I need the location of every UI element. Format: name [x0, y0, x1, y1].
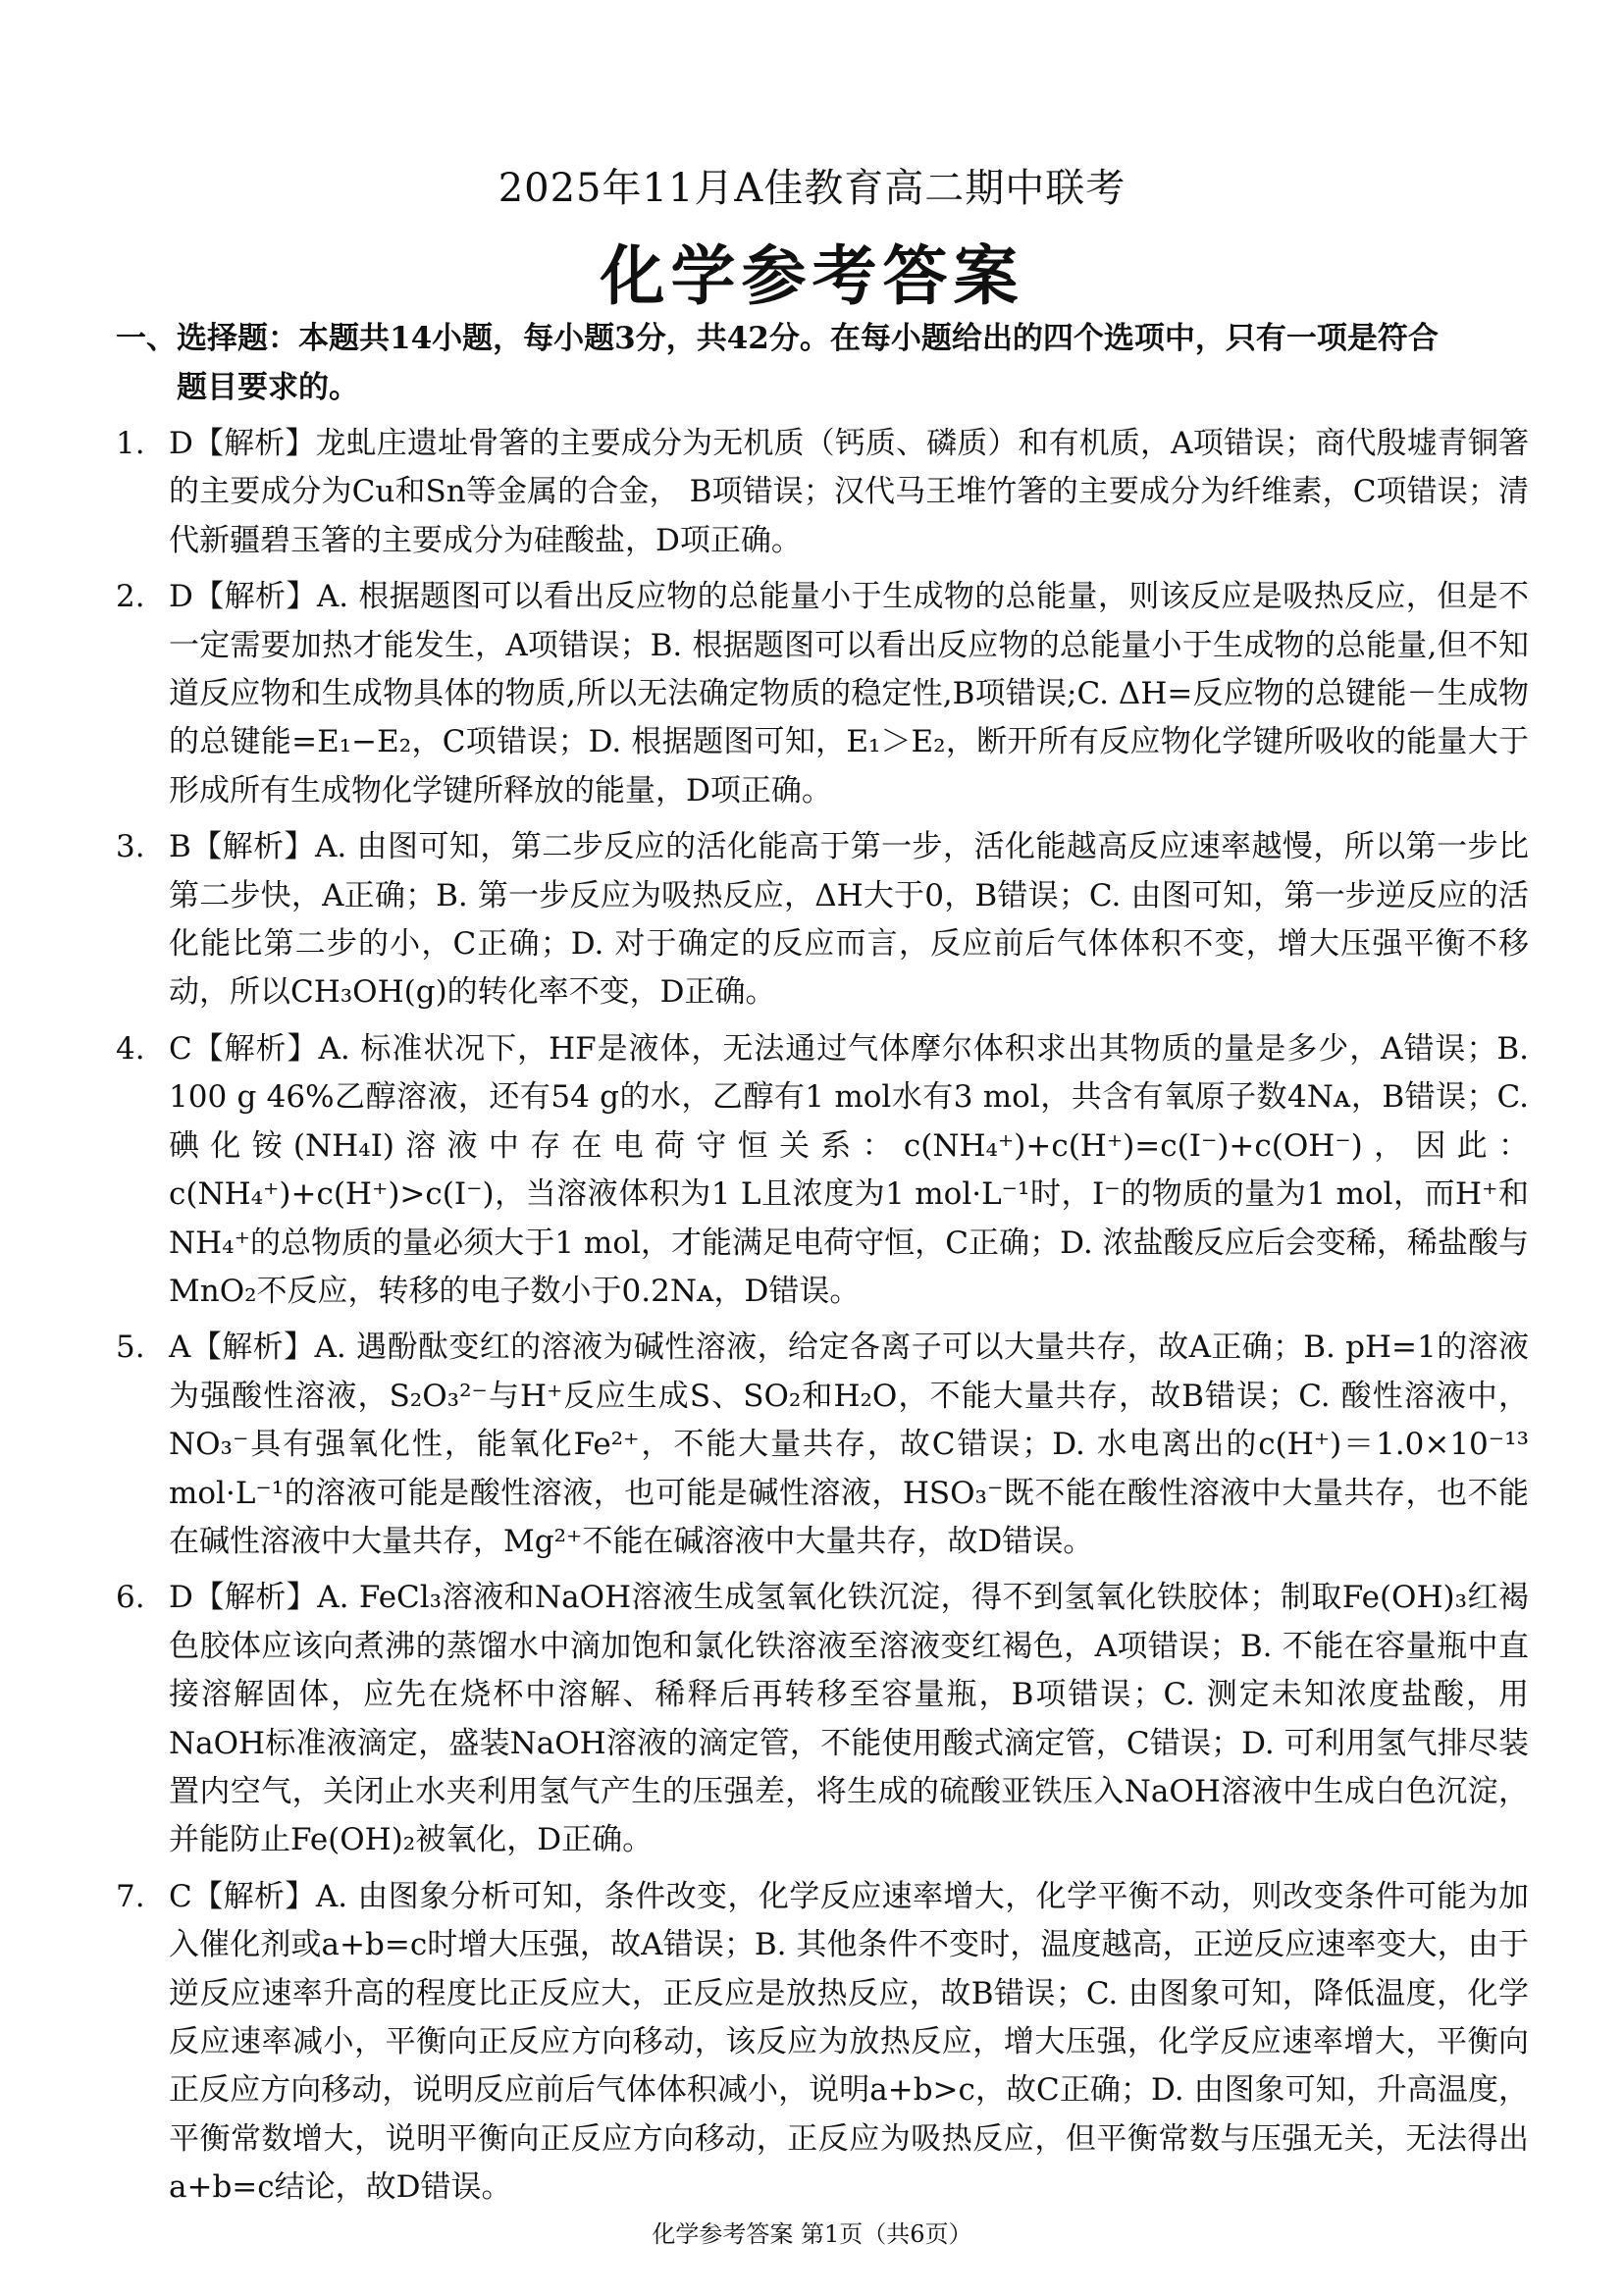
answer-number: 4. [116, 1030, 145, 1067]
answer-list [116, 420, 1529, 2220]
answer-item-3 [116, 823, 1529, 1017]
answer-choice: D【解析】 [169, 579, 317, 615]
answer-explanation: A. FeCl₃溶液和NaOH溶液生成氢氧化铁沉淀，得不到氢氧化铁胶体；制取Fe(OH)₃红褐色胶体应该向煮沸的蒸馏水中滴加饱和氯化铁溶液至溶液变红褐色，A项错误；B. 不能在容量瓶中直接溶解固体，应先在烧杯中溶解、稀释后再转移至容量瓶，B项错误；C. 测定未知浓度盐酸，用NaOH标准液滴定，盛装NaOH溶液的滴定管，不能使用酸式滴定管，C错误；D. 可利用氢气排尽装置内空气，关闭止水夹利用氢气产生的压强差，将生成的硫酸亚铁压入NaOH溶液中生成白色沉淀，并能防止Fe(OH)₂被氧化，D正确。 [169, 1580, 1529, 1858]
answer-item-7 [116, 1873, 1529, 2213]
section-heading-line1: 一、选择题：本题共14小题，每小题3分，共42分。在每小题给出的四个选项中，只有一项是符合 [116, 321, 1439, 356]
answer-number: 5. [116, 1330, 145, 1366]
answer-choice: A【解析】 [169, 1330, 315, 1366]
answer-number: 3. [116, 829, 145, 865]
answer-number: 1. [116, 426, 145, 461]
exam-subtitle: 2025年11月A佳教育高二期中联考 [498, 166, 1126, 211]
answer-item-5 [116, 1324, 1529, 1566]
page-footer: 化学参考答案 第1页（共6页） [652, 2220, 972, 2248]
answer-choice: D【解析】 [169, 1580, 318, 1616]
answer-number: 7. [116, 1878, 145, 1914]
answer-explanation: 龙虬庄遗址骨箸的主要成分为无机质（钙质、磷质）和有机质，A项错误；商代殷墟青铜箸的主要成分为Cu和Sn等金属的合金， B项错误；汉代马王堆竹箸的主要成分为纤维素，C项错误；清代新疆碧玉箸的主要成分为硅酸盐，D项正确。 [169, 426, 1529, 558]
answer-explanation: A. 标准状况下，HF是液体，无法通过气体摩尔体积求出其物质的量是多少，A错误；B. 100 g 46%乙醇溶液，还有54 g的水，乙醇有1 mol水有3 mol，共含有氧原子数4Nᴀ，B错误；C. 碘化铵(NH₄I)溶液中存在电荷守恒关系：c(NH₄⁺)+c(H⁺)=c(I⁻)+c(OH⁻)，因此：c(NH₄⁺)+c(H⁺)>c(I⁻)，当溶液体积为1 L且浓度为1 mol·L⁻¹时，I⁻的物质的量为1 mol，而H⁺和NH₄⁺的总物质的量必须大于1 mol，才能满足电荷守恒，C正确；D. 浓盐酸反应后会变稀，稀盐酸与MnO₂不反应，转移的电子数小于0.2Nᴀ，D错误。 [169, 1030, 1529, 1309]
answer-item-2 [116, 573, 1529, 815]
answer-choice: C【解析】 [169, 1878, 316, 1914]
answer-explanation: A. 遇酚酞变红的溶液为碱性溶液，给定各离子可以大量共存，故A正确；B. pH=1的溶液为强酸性溶液，S₂O₃²⁻与H⁺反应生成S、SO₂和H₂O，不能大量共存，故B错误；C. 酸性溶液中，NO₃⁻具有强氧化性，能氧化Fe²⁺，不能大量共存，故C错误；D. 水电离出的c(H⁺)＝1.0×10⁻¹³ mol·L⁻¹的溶液可能是酸性溶液，也可能是碱性溶液，HSO₃⁻既不能在酸性溶液中大量共存，也不能在碱性溶液中大量共存，Mg²⁺不能在碱溶液中大量共存，故D错误。 [169, 1330, 1530, 1559]
answer-item-4 [116, 1025, 1529, 1316]
answer-item-1 [116, 420, 1529, 565]
section-heading-line2: 题目要求的。 [177, 370, 359, 405]
answer-choice: C【解析】 [169, 1030, 319, 1067]
answer-choice: D【解析】 [169, 426, 316, 461]
answer-item-6 [116, 1574, 1529, 1864]
answer-choice: B【解析】 [169, 829, 316, 865]
answer-explanation: A. 由图象分析可知，条件改变，化学反应速率增大，化学平衡不动，则改变条件可能为加入催化剂或a+b=c时增大压强，故A错误；B. 其他条件不变时，温度越高，正逆反应速率变大，由于逆反应速率升高的程度比正反应大，正反应是放热反应，故B错误；C. 由图象可知，降低温度，化学反应速率减小，平衡向正反应方向移动，该反应为放热反应，增大压强，化学反应速率增大，平衡向正反应方向移动，说明反应前后气体体积减小，说明a+b>c，故C正确；D. 由图象可知，升高温度，平衡常数增大，说明平衡向正反应方向移动，正反应为吸热反应，但平衡常数与压强无关，无法得出a+b=c结论，故D错误。 [169, 1878, 1529, 2206]
answer-explanation: A. 根据题图可以看出反应物的总能量小于生成物的总能量，则该反应是吸热反应，但是不一定需要加热才能发生，A项错误；B. 根据题图可以看出反应物的总能量小于生成物的总能量,但不知道反应物和生成物具体的物质,所以无法确定物质的稳定性,B项错误;C. ΔH=反应物的总键能－生成物的总键能=E₁−E₂，C项错误；D. 根据题图可知，E₁＞E₂，断开所有反应物化学键所吸收的能量大于形成所有生成物化学键所释放的能量，D项正确。 [169, 579, 1529, 808]
answer-explanation: A. 由图可知，第二步反应的活化能高于第一步，活化能越高反应速率越慢，所以第一步比第二步快，A正确；B. 第一步反应为吸热反应，ΔH大于0，B错误；C. 由图可知，第一步逆反应的活化能比第二步的小，C正确；D. 对于确定的反应而言，反应前后气体体积不变，增大压强平衡不移动，所以CH₃OH(g)的转化率不变，D正确。 [169, 829, 1530, 1011]
page-title: 化学参考答案 [600, 238, 1024, 314]
section-heading [116, 314, 1529, 412]
answer-number: 2. [116, 579, 145, 615]
answer-number: 6. [116, 1580, 145, 1616]
